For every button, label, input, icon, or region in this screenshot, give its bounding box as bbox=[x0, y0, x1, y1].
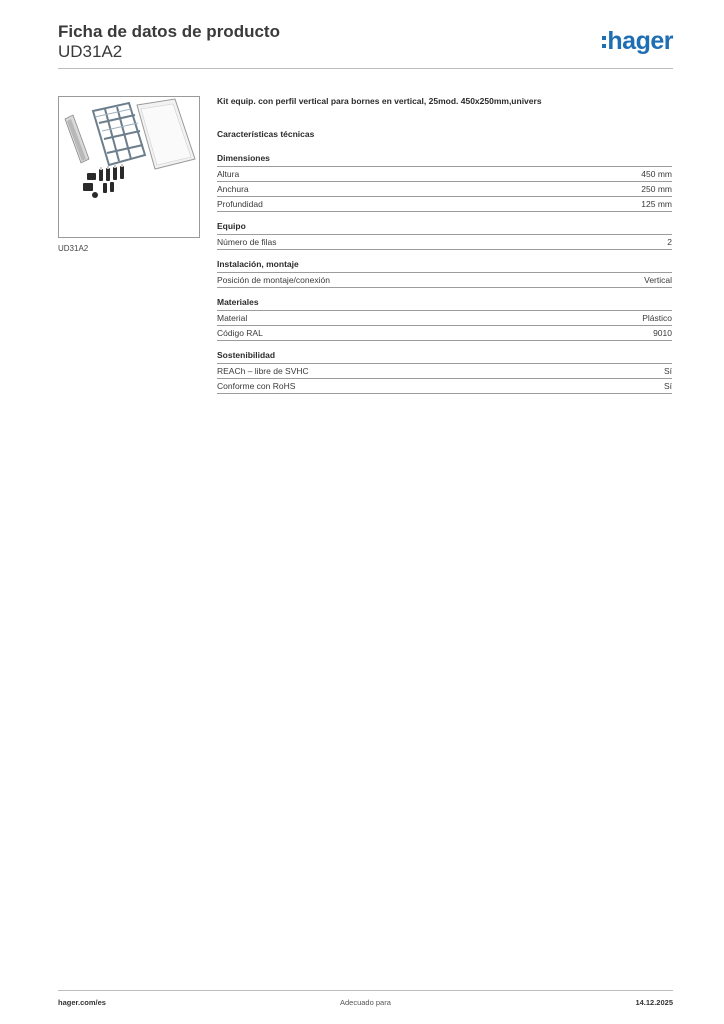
section-sostenibilidad bbox=[217, 350, 672, 394]
spec-label: REACh – libre de SVHC bbox=[217, 366, 309, 376]
spec-row bbox=[217, 326, 672, 341]
footer-date: 14.12.2025 bbox=[635, 998, 673, 1007]
document-title: Ficha de datos de producto bbox=[58, 22, 280, 41]
section-title: Sostenibilidad bbox=[217, 350, 672, 364]
product-details bbox=[217, 96, 672, 394]
product-image bbox=[58, 96, 200, 238]
spec-row bbox=[217, 364, 672, 379]
spec-value: 2 bbox=[667, 237, 672, 247]
spec-row bbox=[217, 167, 672, 182]
hager-logo bbox=[602, 28, 673, 54]
section-title: Dimensiones bbox=[217, 153, 672, 167]
product-reference: UD31A2 bbox=[58, 42, 123, 61]
section-dimensiones bbox=[217, 153, 672, 212]
section-title: Instalación, montaje bbox=[217, 259, 672, 273]
spec-value: Sí bbox=[663, 381, 672, 391]
spec-row bbox=[217, 311, 672, 326]
spec-label: Anchura bbox=[217, 184, 249, 194]
spec-label: Número de filas bbox=[217, 237, 277, 247]
spec-value: 9010 bbox=[653, 328, 672, 338]
image-caption: UD31A2 bbox=[58, 244, 89, 253]
spec-label: Material bbox=[217, 313, 248, 323]
section-materiales bbox=[217, 297, 672, 341]
section-equipo bbox=[217, 221, 672, 250]
logo-colon-icon bbox=[602, 28, 606, 52]
section-title: Materiales bbox=[217, 297, 672, 311]
spec-value: 125 mm bbox=[641, 199, 672, 209]
header-divider bbox=[58, 68, 673, 69]
spec-value: Plástico bbox=[642, 313, 672, 323]
spec-value: 250 mm bbox=[641, 184, 672, 194]
spec-row bbox=[217, 197, 672, 212]
section-title: Equipo bbox=[217, 221, 672, 235]
footer-divider bbox=[58, 990, 673, 991]
spec-row bbox=[217, 379, 672, 394]
spec-row bbox=[217, 235, 672, 250]
spec-label: Altura bbox=[217, 169, 240, 179]
technical-characteristics-heading: Características técnicas bbox=[217, 129, 315, 139]
logo-text: hager bbox=[607, 27, 673, 55]
spec-label: Profundidad bbox=[217, 199, 263, 209]
spec-row bbox=[217, 273, 672, 288]
website-link[interactable]: hager.com/es bbox=[58, 998, 106, 1007]
spec-label: Posición de montaje/conexión bbox=[217, 275, 330, 285]
spec-label: Código RAL bbox=[217, 328, 263, 338]
spec-value: Vertical bbox=[644, 275, 672, 285]
footer-note: Adecuado para bbox=[340, 998, 391, 1007]
product-description: Kit equip. con perfil vertical para bornes en vertical, 25mod. 450x250mm,univers bbox=[217, 96, 542, 106]
page-header bbox=[58, 22, 673, 68]
spec-value: Sí bbox=[663, 366, 672, 376]
product-kit-image bbox=[59, 97, 199, 237]
spec-row bbox=[217, 182, 672, 197]
spec-value: 450 mm bbox=[641, 169, 672, 179]
spec-label: Conforme con RoHS bbox=[217, 381, 296, 391]
section-instalacion bbox=[217, 259, 672, 288]
